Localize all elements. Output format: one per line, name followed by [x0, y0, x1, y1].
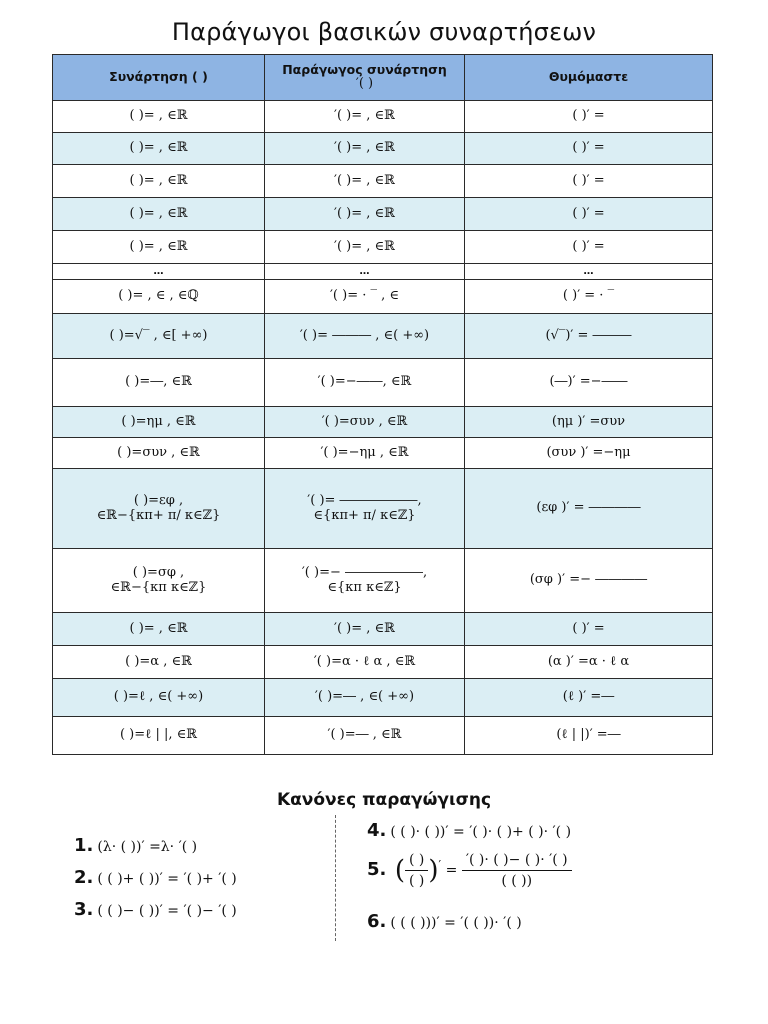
rule-5-rhs-fraction: $\frac{'( )\cdot ( )- ( )\cdot '( )}{( ( ))}$	[462, 852, 572, 889]
remember-cell: ( )′ =	[465, 198, 713, 231]
function-cell: ( )=√‾ , ∈[ +∞)	[53, 314, 265, 359]
function-cell: ( )=α , ∈ℝ	[53, 646, 265, 679]
rules-title: Κανόνες παραγώγισης	[276, 790, 492, 810]
rule-2: 2. ( ( )+ ( ))′ = ′( )+ ′( )	[74, 867, 237, 888]
rule-5: 5. ( $\frac{( )}{( )}$ )′ = $\frac{'( )\cdot ( )- ( )\cdot '( )}{( ( ))}$	[367, 852, 572, 889]
table-row	[53, 314, 713, 359]
derivative-cell: ′( )=συν , ∈ℝ	[265, 407, 465, 438]
table-row	[53, 469, 713, 549]
remember-cell: ( )′ =	[465, 133, 713, 165]
remember-cell: ( )′ =	[465, 231, 713, 264]
table-row	[53, 280, 713, 314]
derivative-cell: ′( )=― , ∈( +∞)	[265, 679, 465, 717]
function-cell: ( )= , ∈ℝ	[53, 231, 265, 264]
function-cell: ( )= , ∈ℝ	[53, 101, 265, 133]
derivative-cell: ′( )= , ∈ℝ	[265, 101, 465, 133]
derivative-cell: ′( )= ――― , ∈( +∞)	[265, 314, 465, 359]
function-cell: ( )= , ∈ , ∈ℚ	[53, 280, 265, 314]
remember-cell: …	[465, 264, 713, 280]
derivative-cell: ′( )=−――, ∈ℝ	[265, 359, 465, 407]
remember-cell: (α )′ =α · ℓ α	[465, 646, 713, 679]
remember-cell: ( )′ =	[465, 101, 713, 133]
page-title: Παράγωγοι βασικών συναρτήσεων	[171, 18, 597, 46]
remember-cell: ( )′ = · ‾	[465, 280, 713, 314]
table-row	[53, 264, 713, 280]
function-cell: ( )= , ∈ℝ	[53, 198, 265, 231]
derivative-cell: ′( )=− ――――――, ∈{κπ κ∈ℤ}	[265, 549, 465, 613]
table-row	[53, 165, 713, 198]
table-row	[53, 101, 713, 133]
table-row	[53, 133, 713, 165]
table-row	[53, 717, 713, 755]
remember-cell: (συν )′ =−ημ	[465, 438, 713, 469]
derivative-cell: ′( )= , ∈ℝ	[265, 133, 465, 165]
remember-cell: (εφ )′ = ――――	[465, 469, 713, 549]
header-remember: Θυμόμαστε	[465, 55, 713, 101]
table-row	[53, 407, 713, 438]
derivative-cell: ′( )=― , ∈ℝ	[265, 717, 465, 755]
rules-divider	[335, 815, 336, 941]
function-cell: ( )=εφ , ∈ℝ−{κπ+ π/ κ∈ℤ}	[53, 469, 265, 549]
function-cell: ( )=ℓ | |, ∈ℝ	[53, 717, 265, 755]
table-row	[53, 679, 713, 717]
table-header-row	[53, 55, 713, 101]
derivative-cell: ′( )= , ∈ℝ	[265, 613, 465, 646]
derivative-cell: ′( )= · ‾ , ∈	[265, 280, 465, 314]
remember-cell: (√‾)′ = ―――	[465, 314, 713, 359]
header-function: Συνάρτηση ( )	[53, 55, 265, 101]
function-cell: ( )=συν , ∈ℝ	[53, 438, 265, 469]
remember-cell: (―)′ =−――	[465, 359, 713, 407]
rule-3: 3. ( ( )− ( ))′ = ′( )− ′( )	[74, 899, 237, 920]
table-row	[53, 359, 713, 407]
remember-cell: (ℓ | |)′ =―	[465, 717, 713, 755]
derivative-cell: ′( )= ――――――, ∈{κπ+ π/ κ∈ℤ}	[265, 469, 465, 549]
function-cell: ( )= , ∈ℝ	[53, 133, 265, 165]
function-cell: …	[53, 264, 265, 280]
function-cell: ( )= , ∈ℝ	[53, 613, 265, 646]
table-row	[53, 198, 713, 231]
remember-cell: (ℓ )′ =―	[465, 679, 713, 717]
function-cell: ( )=―, ∈ℝ	[53, 359, 265, 407]
table-row	[53, 231, 713, 264]
remember-cell: (σφ )′ =− ――――	[465, 549, 713, 613]
remember-cell: ( )′ =	[465, 613, 713, 646]
derivative-cell: ′( )= , ∈ℝ	[265, 165, 465, 198]
table-row	[53, 613, 713, 646]
rule-6: 6. ( ( ( )))′ = ′( ( ))· ′( )	[367, 911, 522, 932]
derivative-cell: ′( )= , ∈ℝ	[265, 231, 465, 264]
rule-1: 1. (λ· ( ))′ =λ· ′( )	[74, 835, 198, 856]
function-cell: ( )= , ∈ℝ	[53, 165, 265, 198]
table-row	[53, 438, 713, 469]
derivatives-table	[52, 54, 713, 755]
derivative-cell: ′( )=α · ℓ α , ∈ℝ	[265, 646, 465, 679]
rule-4: 4. ( ( )· ( ))′ = ′( )· ( )+ ( )· ′( )	[367, 820, 572, 841]
table-row	[53, 549, 713, 613]
header-derivative: Παράγωγος συνάρτηση ′( )	[265, 55, 465, 101]
rule-5-lhs-fraction: $\frac{( )}{( )}$	[405, 852, 428, 889]
table-row	[53, 646, 713, 679]
derivative-cell: …	[265, 264, 465, 280]
function-cell: ( )=σφ , ∈ℝ−{κπ κ∈ℤ}	[53, 549, 265, 613]
remember-cell: ( )′ =	[465, 165, 713, 198]
remember-cell: (ημ )′ =συν	[465, 407, 713, 438]
function-cell: ( )=ℓ , ∈( +∞)	[53, 679, 265, 717]
derivative-cell: ′( )= , ∈ℝ	[265, 198, 465, 231]
function-cell: ( )=ημ , ∈ℝ	[53, 407, 265, 438]
derivative-cell: ′( )=−ημ , ∈ℝ	[265, 438, 465, 469]
